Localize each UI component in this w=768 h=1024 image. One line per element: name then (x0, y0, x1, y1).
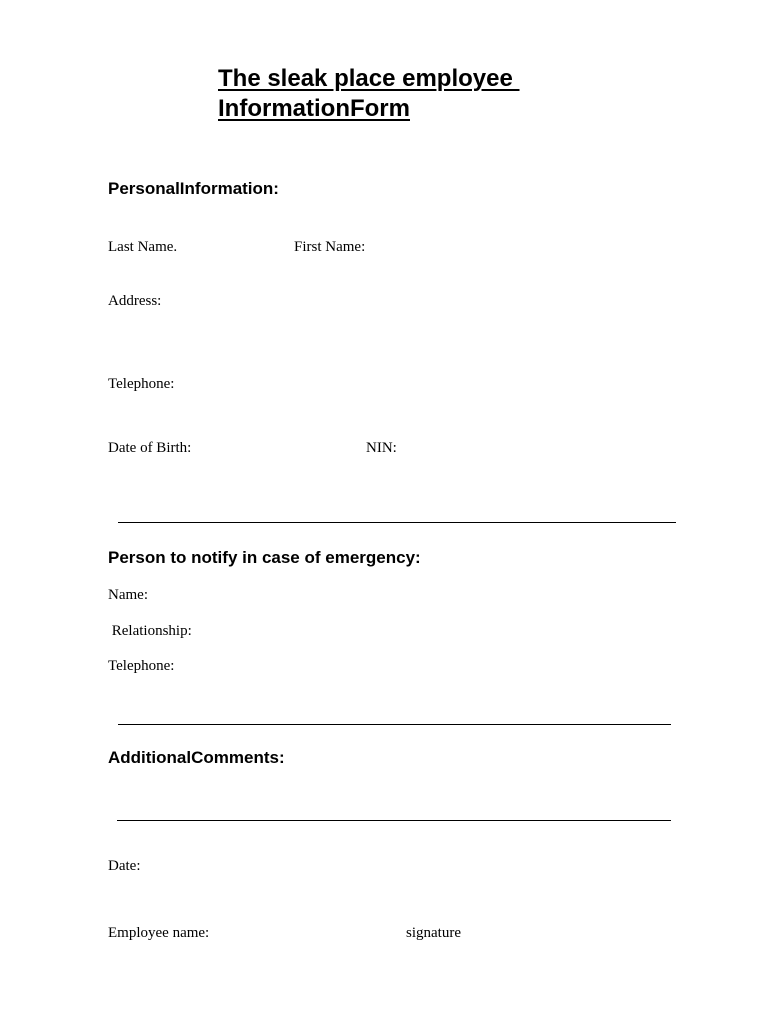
section-divider-emergency (118, 724, 671, 725)
last-name-label: Last Name. (108, 239, 178, 255)
form-title-line-1: The sleak place employee (218, 65, 520, 92)
additional-comments-heading: AdditionalComments: (108, 748, 285, 767)
address-label: Address: (108, 293, 162, 309)
first-name-label: First Name: (294, 239, 366, 255)
emergency-relationship-label: Relationship: (108, 623, 192, 639)
date-label: Date: (108, 858, 141, 874)
form-title (218, 64, 520, 124)
emergency-telephone-label: Telephone: (108, 658, 175, 674)
emergency-name-label: Name: (108, 587, 148, 603)
telephone-label: Telephone: (108, 376, 175, 392)
personal-information-heading: PersonalInformation: (108, 179, 279, 198)
section-divider-comments (117, 820, 671, 821)
emergency-contact-heading: Person to notify in case of emergency: (108, 548, 421, 567)
employee-name-label: Employee name: (108, 925, 210, 941)
nin-label: NIN: (366, 440, 397, 456)
section-divider-personal (118, 522, 676, 523)
form-title-line-2: InformationForm (218, 95, 410, 122)
date-of-birth-label: Date of Birth: (108, 440, 192, 456)
signature-label: signature (406, 925, 461, 941)
